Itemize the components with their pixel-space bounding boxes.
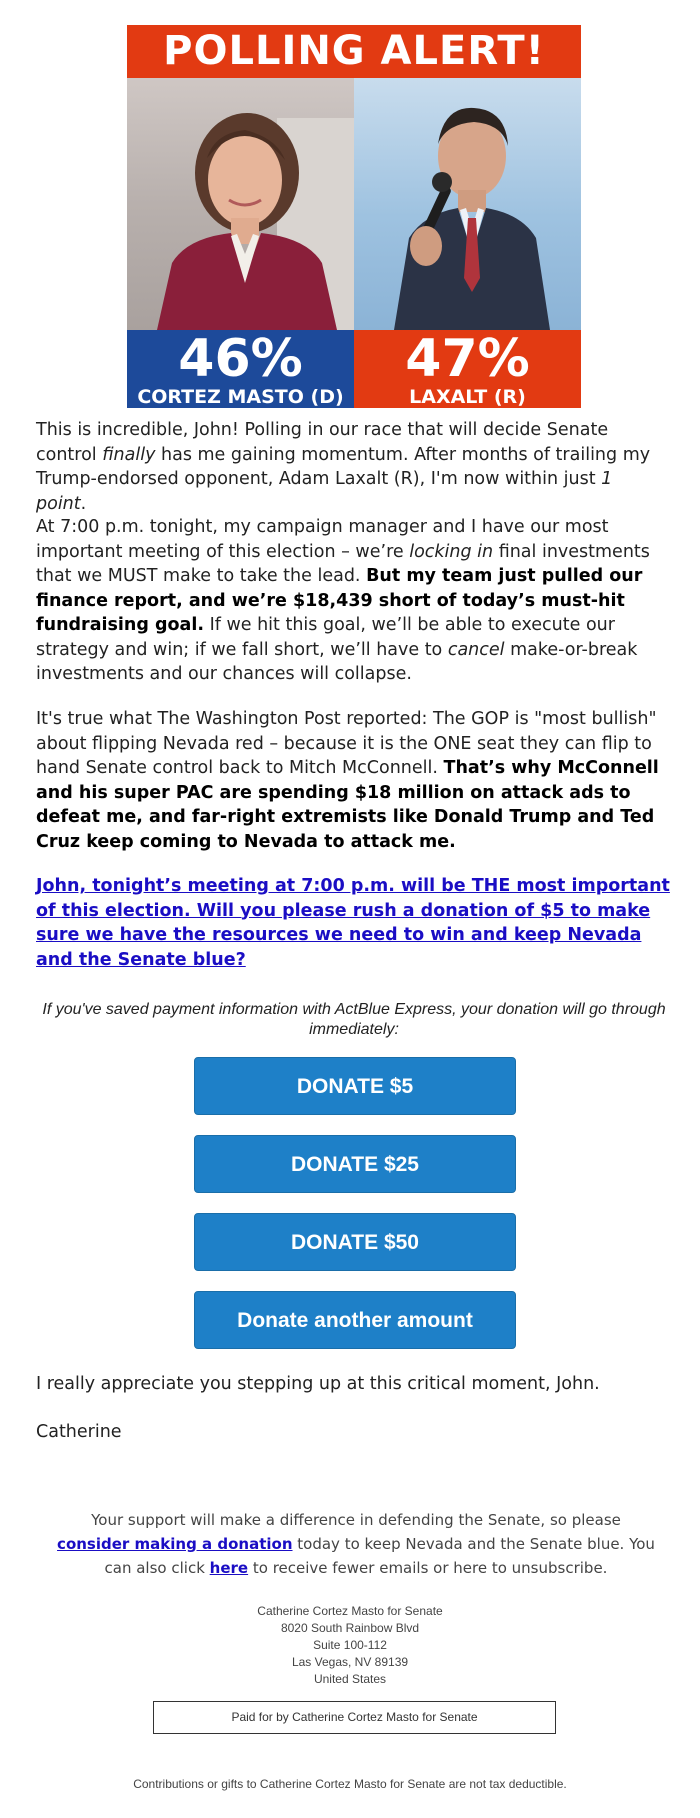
signature-name: Catherine [36, 1422, 122, 1442]
polling-graphic [127, 25, 581, 408]
donate-5-button[interactable]: DONATE $5 [194, 1057, 516, 1115]
laxalt-label: LAXALT (R) [409, 386, 526, 408]
footer-support-text [56, 1508, 656, 1580]
laxalt-score [354, 330, 581, 408]
tax-disclaimer: Contributions or gifts to Catherine Cortez Masto for Senate are not tax deductible. [133, 1777, 567, 1791]
cortez-masto-photo [127, 78, 354, 330]
text-italic: finally [102, 444, 156, 465]
donate-50-button[interactable]: DONATE $50 [194, 1213, 516, 1271]
paragraph-gop [36, 707, 668, 854]
fewer-emails-link[interactable]: here [209, 1559, 249, 1577]
address-line: Catherine Cortez Masto for Senate [257, 1604, 443, 1618]
actblue-express-note: If you've saved payment information with ActBlue Express, your donation will go through immediately: [42, 1001, 666, 1038]
text-italic: cancel [447, 639, 505, 660]
candidate-portrait-icon [127, 78, 354, 330]
candidate-portrait-icon [354, 78, 581, 330]
text: today to keep Nevada and the Senate blue. You can also click [104, 1535, 655, 1577]
text-bold: But my team just pulled our finance report, and we’re $18,439 short of today’s must-hit fundraising goal. [36, 566, 643, 635]
cortez-masto-percent: 46% [178, 329, 303, 389]
paid-for-box: Paid for by Catherine Cortez Masto for Senate [153, 1701, 556, 1734]
donate-other-amount-button[interactable]: Donate another amount [194, 1291, 516, 1349]
text: Your support will make a difference in defending the Senate, so please [91, 1511, 621, 1529]
address-line: Las Vegas, NV 89139 [291, 1655, 409, 1669]
cortez-masto-label: CORTEZ MASTO (D) [137, 386, 344, 408]
text: At 7:00 p.m. tonight, my campaign manager and I have our most important meeting of this election – we’re [36, 517, 609, 562]
text: final investments that we MUST make to take the lead. [36, 541, 650, 586]
text: . [80, 493, 87, 514]
donation-ask-link[interactable]: John, tonight’s meeting at 7:00 p.m. will be THE most important of this election. Will you please rush a donation of $5 to make sure we have the resources we need to win and keep Nevada and the Senate blue? [36, 876, 670, 970]
text: This is incredible, John! Polling in our race that will decide Senate control [36, 420, 609, 465]
consider-donation-link[interactable]: consider making a donation [57, 1535, 293, 1553]
mailing-address [200, 1603, 500, 1688]
address-line: 8020 South Rainbow Blvd [280, 1621, 420, 1635]
text: to receive fewer emails or here to unsubscribe. [248, 1559, 608, 1577]
text: make-or-break investments and our chances will collapse. [36, 639, 638, 684]
paragraph-meeting [36, 515, 668, 687]
thanks-line: I really appreciate you stepping up at this critical moment, John. [36, 1374, 600, 1394]
text: If we hit this goal, we’ll be able to execute our strategy and win; if we fall short, we’ll have to [36, 615, 615, 660]
polling-alert-banner: POLLING ALERT! [127, 25, 581, 78]
address-line: Suite 100-112 [313, 1638, 387, 1652]
laxalt-percent: 47% [405, 329, 530, 389]
text: It's true what The Washington Post reported: The GOP is "most bullish" about flipping Nevada red – because it is the ONE seat they can flip to hand Senate control back to Mitch McConnell. [36, 709, 657, 778]
laxalt-photo [354, 78, 581, 330]
donate-25-button[interactable]: DONATE $25 [194, 1135, 516, 1193]
text-italic: locking in [409, 541, 494, 562]
cortez-masto-score [127, 330, 354, 408]
text-italic: 1 point [36, 469, 613, 514]
text: has me gaining momentum. After months of trailing my Trump-endorsed opponent, Adam Laxalt (R), I'm now within just [36, 444, 651, 489]
text-bold: That’s why McConnell and his super PAC are spending $18 million on attack ads to defeat me, and far-right extremists like Donald Trump and Ted Cruz keep coming to Nevada to attack me. [36, 758, 659, 852]
address-line: United States [313, 1672, 387, 1686]
paragraph-intro [36, 418, 668, 516]
